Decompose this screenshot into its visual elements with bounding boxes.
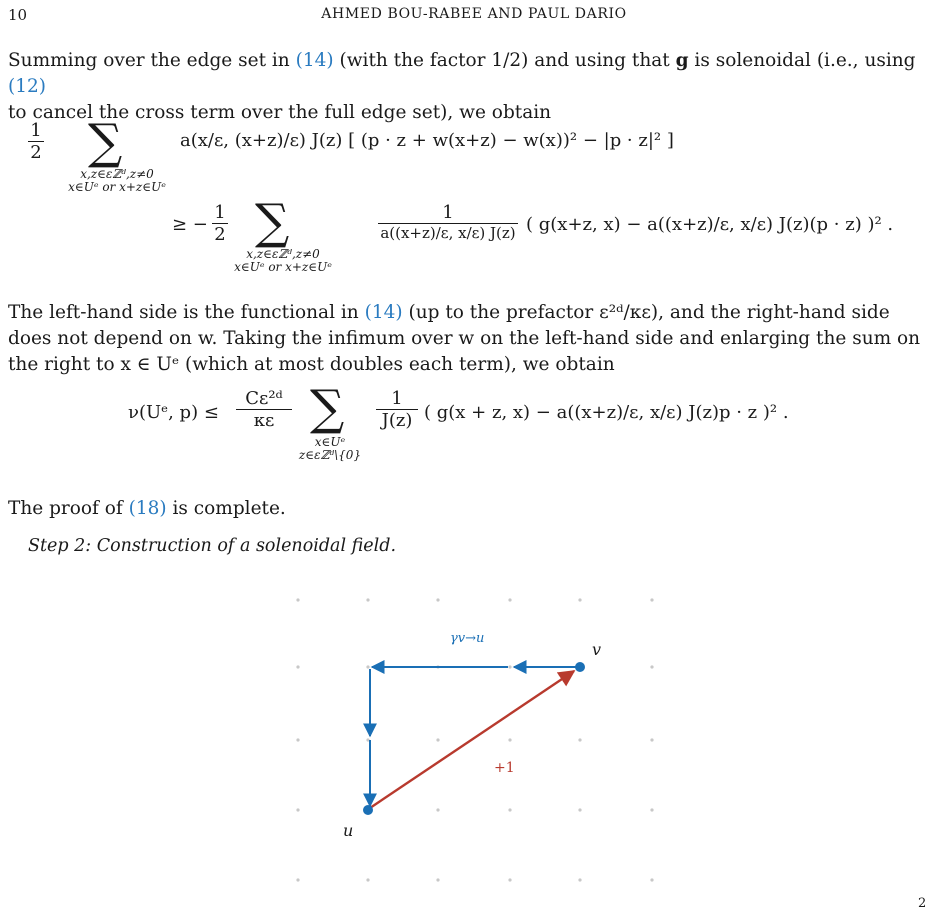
text: g <box>675 50 689 71</box>
node-v <box>575 662 585 672</box>
text: x,z∈εℤᵈ,z≠0 <box>246 247 320 261</box>
text: J(z) <box>376 409 418 431</box>
text: The proof of <box>8 498 129 519</box>
label-gamma: γv→u <box>450 631 485 646</box>
text: (with the factor 1/2) and using that <box>333 50 676 71</box>
text: 1 <box>30 120 42 141</box>
rhs-body: ( g(x+z, x) − a((x+z)/ε, x/ε) J(z)(p · z) )² . <box>526 214 894 235</box>
text: (up to the prefactor ε²ᵈ/κε), and the right-hand side <box>402 302 890 323</box>
text: Cε²ᵈ <box>245 388 283 409</box>
text: 1 <box>442 202 454 223</box>
eq-ref-14b[interactable]: (14) <box>364 302 403 323</box>
label-u: u <box>343 821 354 840</box>
text: is complete. <box>166 498 286 519</box>
node-u <box>363 805 373 815</box>
text: does not depend on w. Taking the infimum over w on the left-hand side and enlarging the sum on <box>8 328 921 349</box>
text: a(x/ε, (x+z)/ε) J(z) [ (p · z + w(x+z) − w(x))² − |p · z|² ] <box>180 130 674 151</box>
rhs-prefix: ≥ − <box>172 214 208 235</box>
text: κε <box>236 409 292 431</box>
fraction-half-rhs: 1 2 <box>212 202 228 245</box>
text: the right to x ∈ Uᵉ (which at most doubles each term), we obtain <box>8 354 615 375</box>
text: 2 <box>28 141 44 163</box>
eq2-body: ( g(x + z, x) − a((x+z)/ε, x/ε) J(z)p · z )² . <box>424 402 789 423</box>
text: z∈εℤᵈ\{0} <box>298 448 362 462</box>
text: x∈Uᵉ <box>314 435 346 449</box>
eq-ref-18[interactable]: (18) <box>128 498 167 519</box>
text: is solenoidal (i.e., using <box>688 50 916 71</box>
eq-ref-14[interactable]: (14) <box>295 50 334 71</box>
page-number: 10 <box>8 6 28 24</box>
eq2-lhs: ν(Uᵉ, p) ≤ <box>128 402 219 423</box>
label-plus1: +1 <box>494 760 515 776</box>
text: 1 <box>391 388 403 409</box>
text: Summing over the edge set in <box>8 50 296 71</box>
footer-fragment: 2 <box>918 896 927 911</box>
text: a((x+z)/ε, x/ε) J(z) <box>378 223 518 242</box>
eq-ref-12[interactable]: (12) <box>8 76 46 97</box>
sum-symbol: ∑ <box>88 114 123 170</box>
sum-symbol-eq2: ∑ <box>310 380 345 436</box>
direct-edge <box>370 671 574 808</box>
text: x∈Uᵉ or x+z∈Uᵉ <box>234 260 332 274</box>
label-v: v <box>592 640 602 659</box>
text: The left-hand side is the functional in <box>8 302 365 323</box>
text: to cancel the cross term over the full edge set), we obtain <box>8 102 552 123</box>
sum-symbol-rhs: ∑ <box>255 194 290 250</box>
step-heading: Step 2: Construction of a solenoidal field. <box>28 536 397 556</box>
text: x∈Uᵉ or x+z∈Uᵉ <box>68 180 166 194</box>
text: x,z∈εℤᵈ,z≠0 <box>80 167 154 181</box>
running-header: AHMED BOU-RABEE AND PAUL DARIO <box>321 6 627 22</box>
